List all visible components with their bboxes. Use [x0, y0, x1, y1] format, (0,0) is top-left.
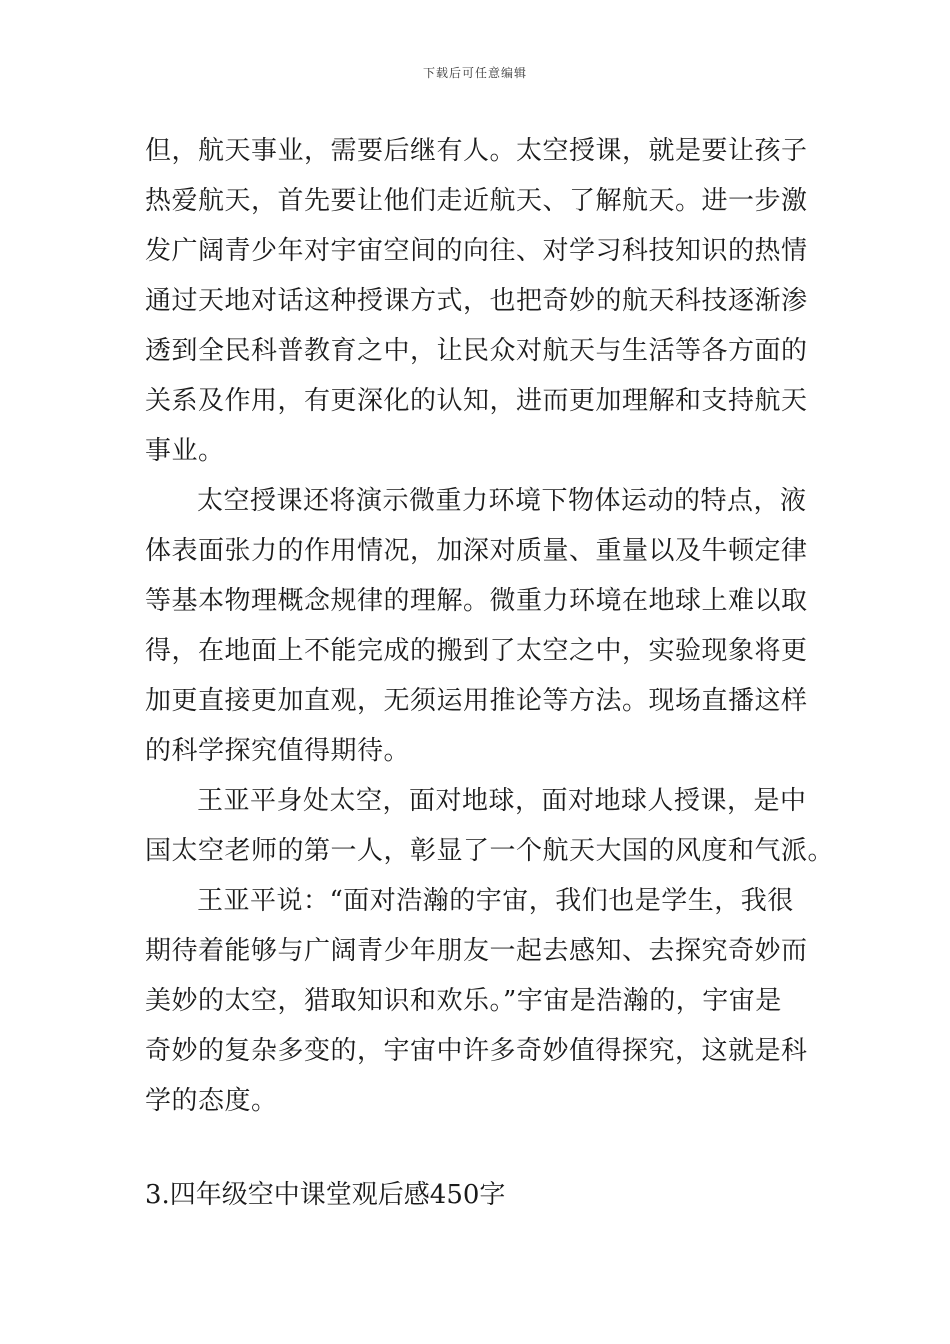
text-line: 期待着能够与广阔青少年朋友一起去感知、去探究奇妙而	[145, 936, 808, 966]
text-line: 王亚平身处太空，面对地球，面对地球人授课，是中	[197, 786, 807, 816]
text-line: 热爱航天，首先要让他们走近航天、了解航天。进一步激	[145, 186, 808, 216]
paragraph-1	[145, 126, 811, 476]
text-line: 关系及作用，有更深化的认知，进而更加理解和支持航天	[145, 386, 808, 416]
page-header-note: 下载后可任意编辑	[422, 66, 527, 80]
paragraph-3	[145, 776, 835, 876]
text-line: 美妙的太空，猎取知识和欢乐。”宇宙是浩瀚的，宇宙是	[145, 986, 782, 1016]
text-line: 等基本物理概念规律的理解。微重力环境在地球上难以取	[145, 586, 808, 616]
document-body	[145, 126, 835, 1126]
text-line: 发广阔青少年对宇宙空间的向往、对学习科技知识的热情	[145, 236, 808, 266]
text-line: 国太空老师的第一人，彰显了一个航天大国的风度和气派。	[145, 836, 835, 866]
text-line: 奇妙的复杂多变的，宇宙中许多奇妙值得探究，这就是科	[145, 1036, 808, 1066]
text-line: 太空授课还将演示微重力环境下物体运动的特点，液	[197, 486, 807, 516]
text-line: 通过天地对话这种授课方式，也把奇妙的航天科技逐渐渗	[145, 286, 808, 316]
paragraph-2	[145, 476, 811, 776]
text-line: 事业。	[145, 436, 225, 466]
text-line: 得，在地面上不能完成的搬到了太空之中，实验现象将更	[145, 636, 808, 666]
section-heading: 3.四年级空中课堂观后感450字	[145, 1180, 506, 1210]
text-line: 体表面张力的作用情况，加深对质量、重量以及牛顿定律	[145, 536, 808, 566]
paragraph-4	[145, 876, 811, 1126]
text-line: 透到全民科普教育之中，让民众对航天与生活等各方面的	[145, 336, 808, 366]
text-line: 王亚平说：“面对浩瀚的宇宙，我们也是学生，我很	[197, 886, 794, 916]
text-line: 但，航天事业，需要后继有人。太空授课，就是要让孩子	[145, 136, 808, 166]
text-line: 加更直接更加直观，无须运用推论等方法。现场直播这样	[145, 686, 808, 716]
text-line: 学的态度。	[145, 1086, 278, 1116]
text-line: 的科学探究值得期待。	[145, 736, 411, 766]
